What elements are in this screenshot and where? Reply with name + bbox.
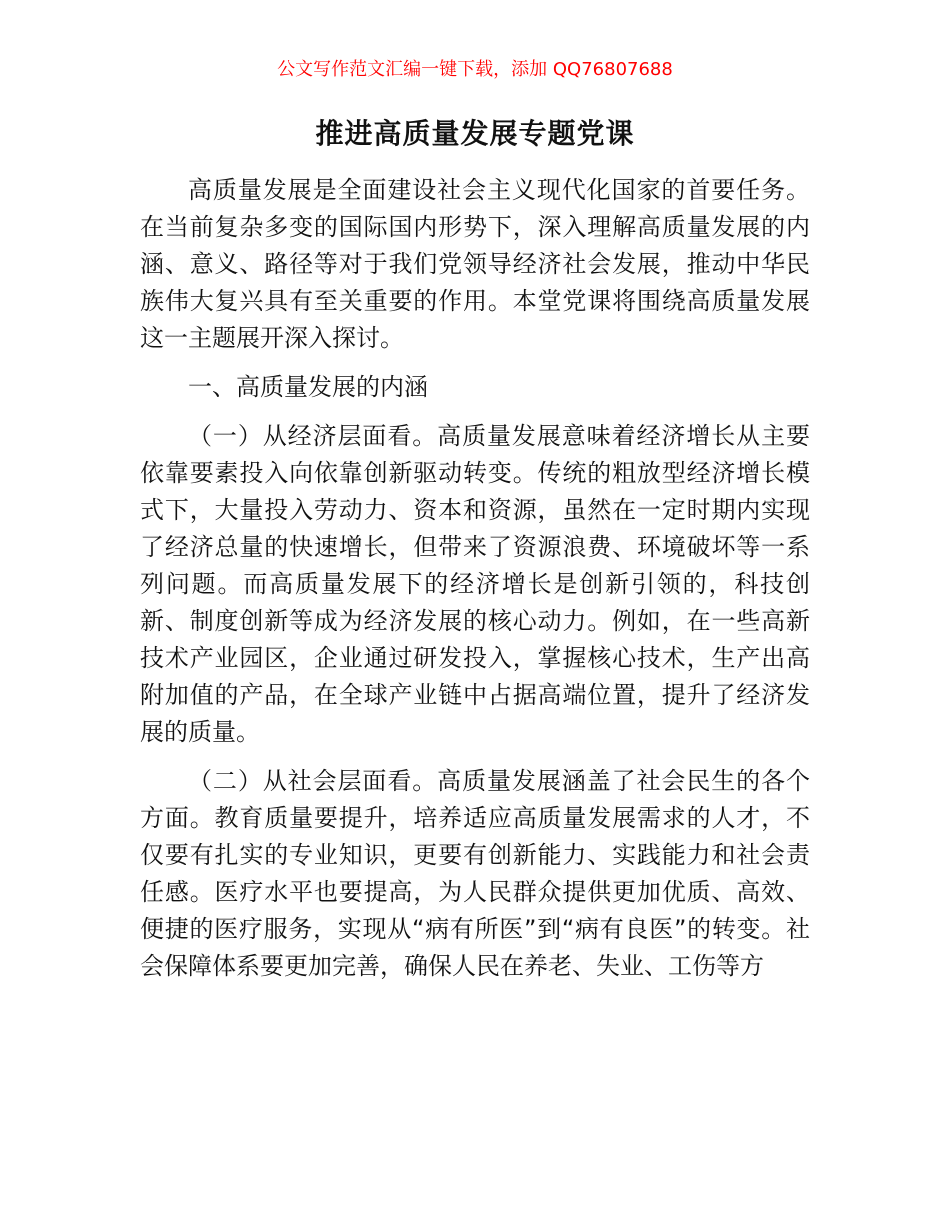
economic-paragraph: （一）从经济层面看。高质量发展意味着经济增长从主要依靠要素投入向依靠创新驱动转变。传统的粗放型经济增长模式下，大量投入劳动力、资本和资源，虽然在一定时期内实现了经济总量的快速增长，但带来了资源浪费、环境破坏等一系列问题。而高质量发展下的经济增长是创新引领的，科技创新、制度创新等成为经济发展的核心动力。例如，在一些高新技术产业园区，企业通过研发投入，掌握核心技术，生产出高附加值的产品，在全球产业链中占据高端位置，提升了经济发展的质量。 <box>140 422 810 746</box>
social-paragraph: （二）从社会层面看。高质量发展涵盖了社会民生的各个方面。教育质量要提升，培养适应高质量发展需求的人才，不仅要有扎实的专业知识，更要有创新能力、实践能力和社会责任感。医疗水平也要提高，为人民群众提供更加优质、高效、便捷的医疗服务，实现从“病有所医”到“病有良医”的转变。社会保障体系要更加完善，确保人民在养老、失业、工伤等方 <box>140 767 810 980</box>
document-body <box>140 172 810 985</box>
document-title: 推进高质量发展专题党课 <box>315 117 635 150</box>
section-heading: 一、高质量发展的内涵 <box>188 373 428 401</box>
download-notice: 公文写作范文汇编一键下载，添加 QQ76807688 <box>277 59 673 80</box>
intro-paragraph: 高质量发展是全面建设社会主义现代化国家的首要任务。在当前复杂多变的国际国内形势下，深入理解高质量发展的内涵、意义、路径等对于我们党领导经济社会发展，推动中华民族伟大复兴具有至关重要的作用。本堂党课将围绕高质量发展这一主题展开深入探讨。 <box>140 176 810 352</box>
